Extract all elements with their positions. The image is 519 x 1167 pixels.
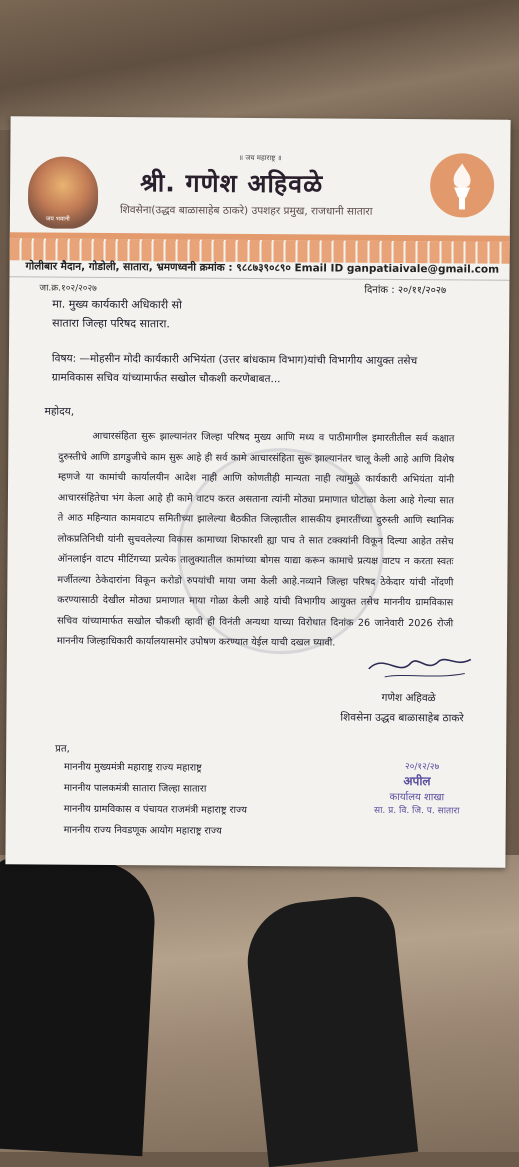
cc-item: माननीय पालकमंत्री सातारा जिल्हा सातारा bbox=[63, 782, 207, 795]
cc-item: माननीय ग्रामविकास व पंचायत राजमंत्री महाराष्ट्र राज्य bbox=[63, 803, 248, 816]
lion-logo-caption: जय भवानी bbox=[45, 215, 70, 223]
letter-body: आचारसंहिता सुरू झाल्यानंतर जिल्हा परिषद मुख्य आणि मध्य व पाठीमागील इमारतीतील सर्व कक्षात दुरुस्तीचे आणि डागडुजीचे काम सुरू आहे ही सर्व कामे आचारसंहिता सुरू झाल्यानंतर चालू केली आहे आणि विशेष म्हणजे या कामांची कार्यालयीन आदेश नाही आणि कोणतीही मान्यता नाही त्यामुळे कार्यकारी अभियंता यांनी आचारसंहितेचा भंग केला आहे ही कामे वाटप करत असताना त्यांनी मोठ्या प्रमाणात घोटाळा केला आहे गेल्या सात ते आठ महिन्यात कामवाटप समितीच्या झालेल्या बैठकीत जिल्हातील शासकीय इमारतींच्या दुरुस्ती आणि स्थानिक लोकप्रतिनिधी यांनी सुचवलेल्या विकास कामाच्या शिफारशी ह्या पाच ते सात टक्क्यांनी विकून दिल्या आहेत तसेच ऑनलाईन वाटप मीटिंगच्या प्रत्येक तालुक्यातील कामांच्या बोगस याद्या करून कामाचे प्रत्यक्ष वाटप न करता स्वतः मर्जीतल्या ठेकेदारांना विकून करोडो रुपयांची माया जमा केली आहे.नव्याने जिल्हा परिषद ठेकेदार यांची नोंदणी करण्यासाठी देखील मोठ्या प्रमाणात माया गोळा केली आहे यांची विभागीय आयुक्त तसेच माननीय ग्रामविकास सचिव यांच्यामार्फत सखोल चौकशी व्हावी ही विनंती अन्यथा याच्या विरोधात दिनांक 26 जानेवारी 2026 रोजी माननीय जिल्हाधिकारी कार्यालयासमोर उपोषण करण्यात येईल याची दखल घ्यावी. bbox=[56, 430, 455, 649]
cc-list bbox=[64, 757, 248, 842]
inward-stamp bbox=[362, 759, 472, 830]
left-leg bbox=[0, 856, 158, 1156]
torch-logo-icon bbox=[430, 153, 494, 217]
signature-organization: शिवसेना उद्धव बाळासाहेब ठाकरे bbox=[340, 711, 464, 725]
letter-date: दिनांक : २०/११/२०२७ bbox=[364, 284, 447, 297]
cc-label: प्रत, bbox=[55, 743, 70, 755]
letterhead-name: श्री. गणेश अहिवळे bbox=[140, 168, 324, 199]
inward-stamp-office: सा. प्र. वि. जि. प. सातारा bbox=[373, 805, 460, 817]
cc-item: माननीय राज्य निवडणूक आयोग महाराष्ट्र राज्य bbox=[63, 824, 222, 837]
salutation: महोदय, bbox=[44, 405, 75, 418]
letter-subject: विषय: —मोहसीन मोदी कार्यकारी अभियंता (उत्तर बांधकाम विभाग)यांची विभागीय आयुक्त तसेच ग्रामविकास सचिव यांच्यामार्फत सखोल चौकशी करणेबाबत... bbox=[51, 352, 418, 386]
recipient-line-2: सातारा जिल्हा परिषद सातारा. bbox=[52, 316, 170, 331]
recipient-line-1: मा. मुख्य कार्यकारी अधिकारी सो bbox=[52, 297, 182, 312]
inward-stamp-subtitle: कार्यालय शाखा bbox=[389, 791, 445, 804]
cc-item: माननीय मुख्यमंत्री महाराष्ट्र राज्य महाराष्ट्र bbox=[64, 761, 202, 774]
inward-stamp-title: अपील bbox=[403, 774, 431, 789]
letterhead-top-line: ॥ जय महाराष्ट्र ॥ bbox=[238, 153, 282, 163]
letterhead-designation: शिवसेना(उद्धव बाळासाहेब ठाकरे) उपशहर प्रमुख, राजधानी सातारा bbox=[119, 204, 373, 218]
reference-number: जा.क्र.१०२/२०२७ bbox=[39, 283, 97, 294]
signature-name: गणेश अहिवळे bbox=[381, 691, 436, 705]
table-surface-top bbox=[0, 0, 519, 130]
letter-paper bbox=[5, 116, 510, 867]
letterhead-address: गोलीबार मैदान, गोडोली, सातारा, भ्रमणध्वनी क्रमांक : ९८८७३९०८९० Email ID ganpatiaivale@gmail.com bbox=[25, 260, 500, 276]
inward-stamp-sign: २०/१२/२७ bbox=[404, 762, 440, 773]
legs-background bbox=[0, 860, 519, 1152]
signature-scribble bbox=[365, 647, 475, 688]
right-leg bbox=[242, 893, 418, 1167]
